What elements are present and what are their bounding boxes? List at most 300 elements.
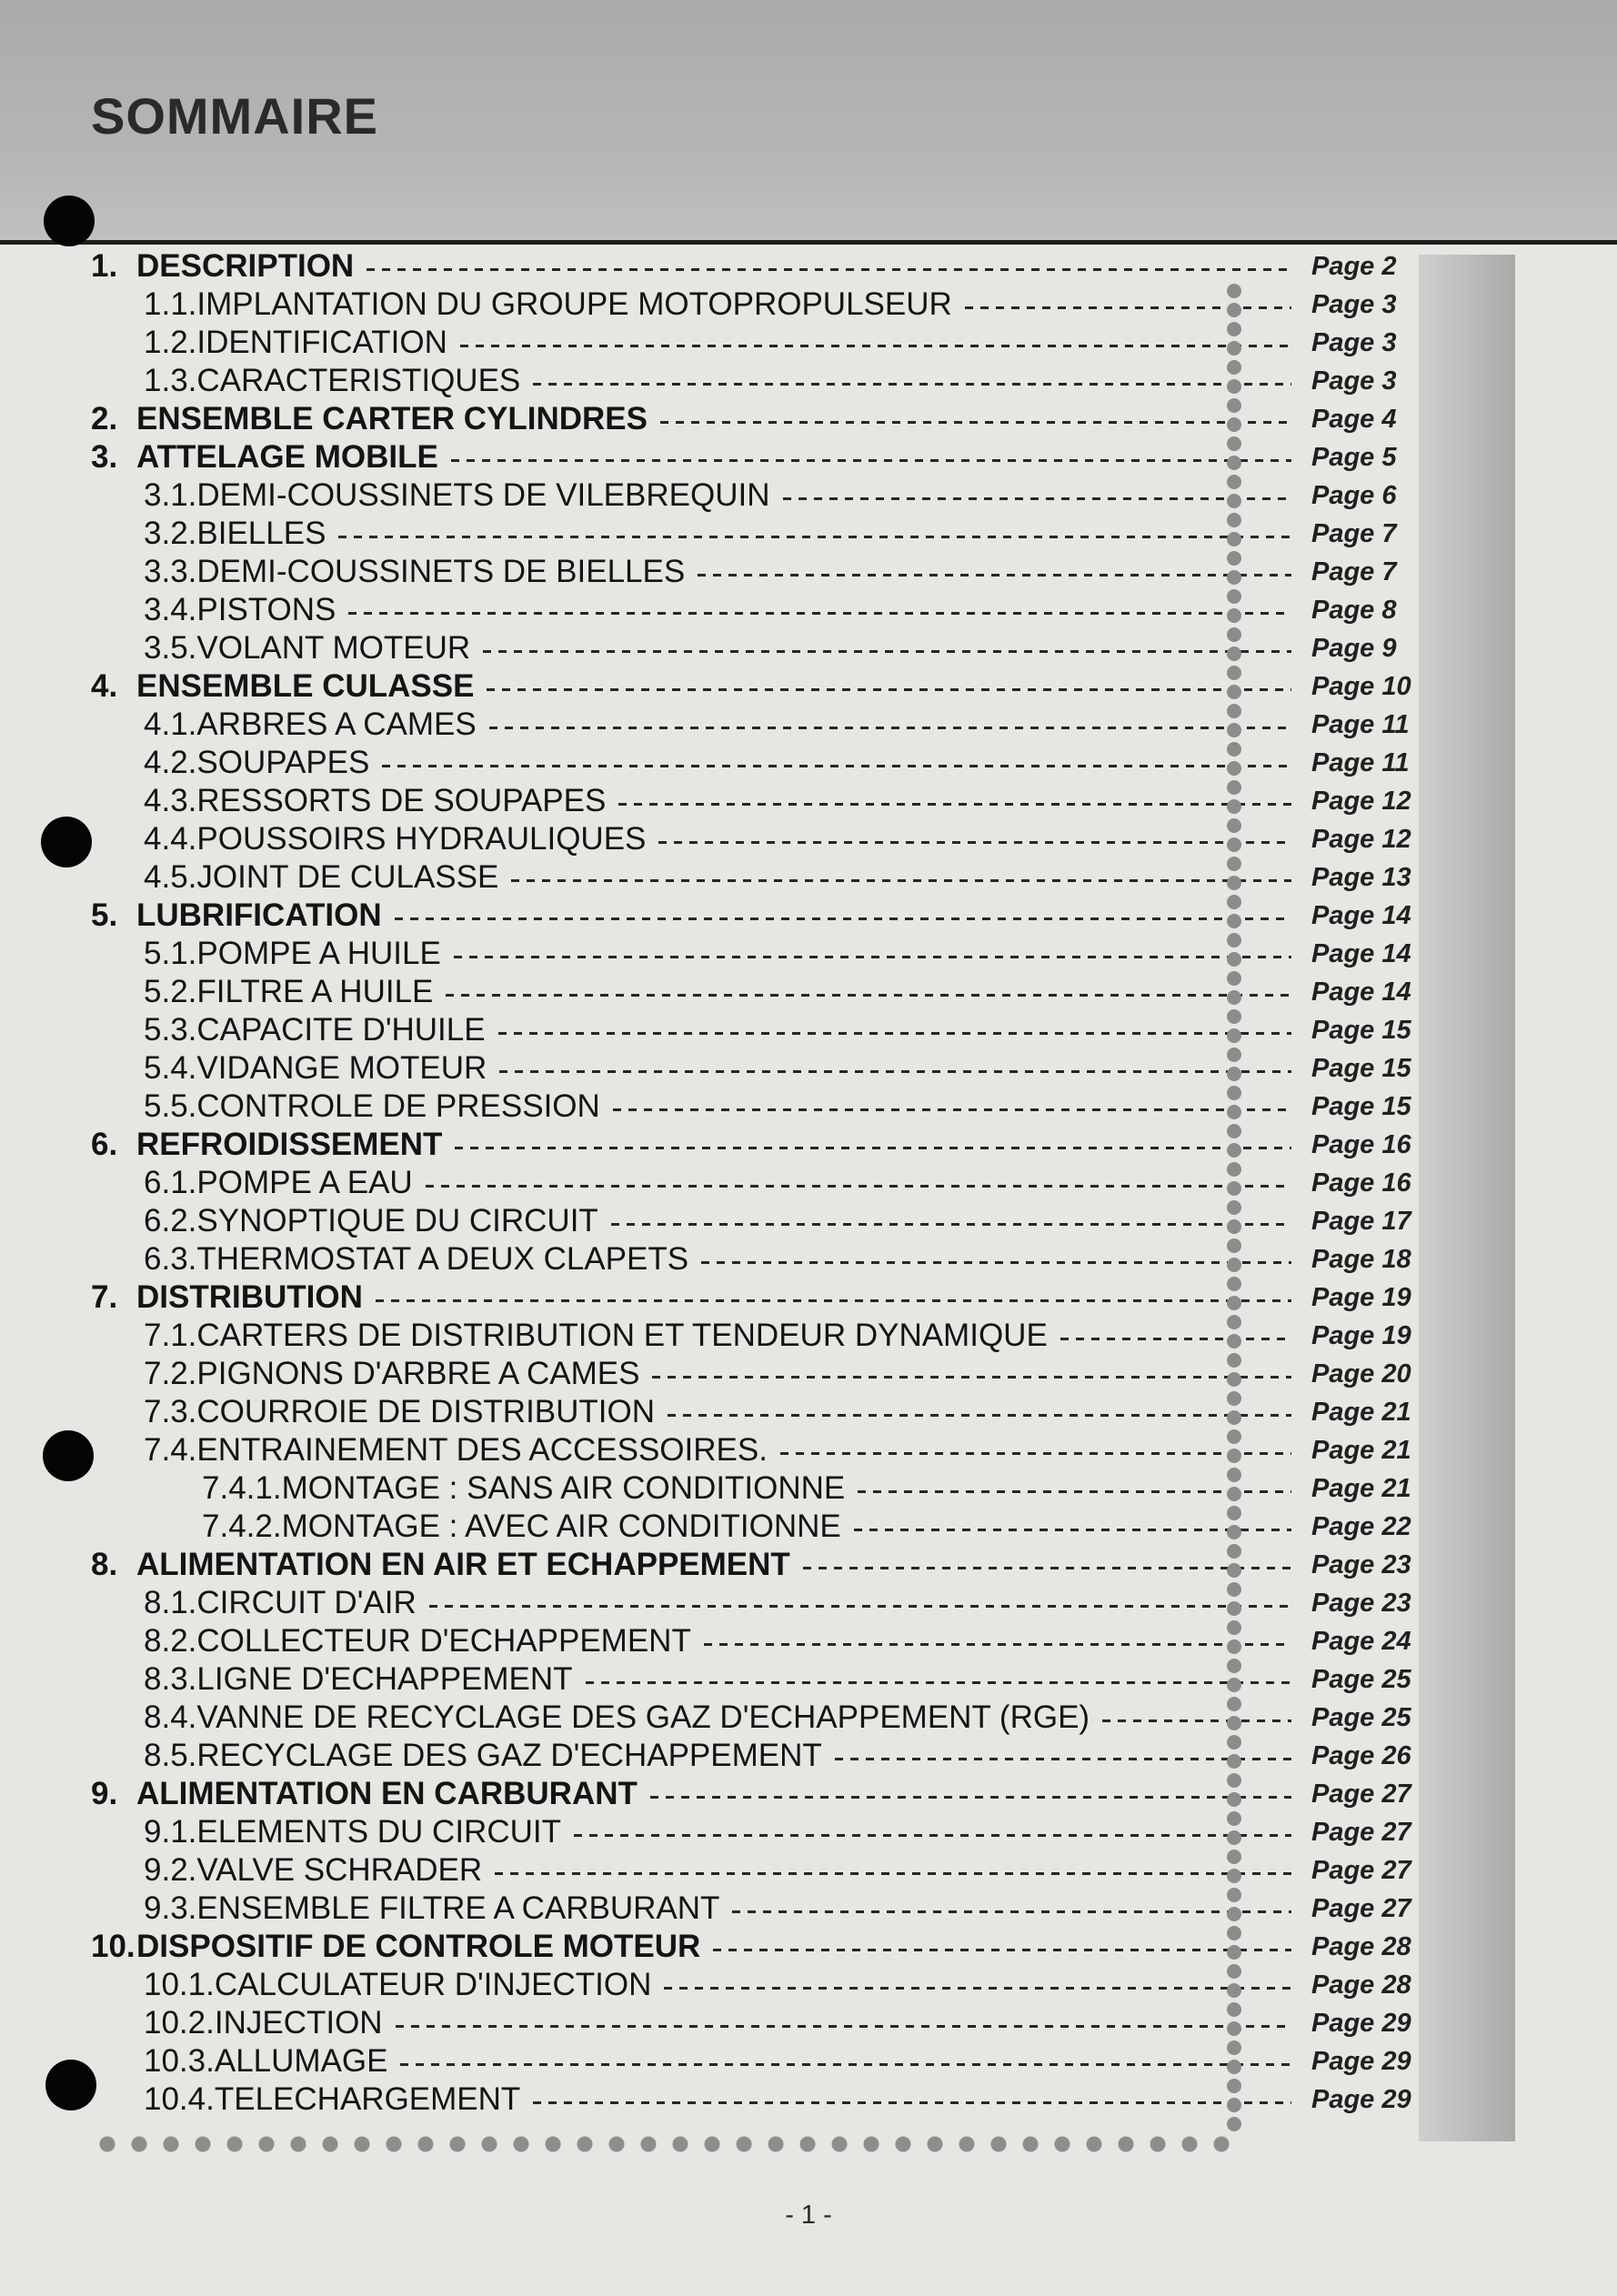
toc-entry-title: ARBRES A CAMES <box>196 707 477 742</box>
dotted-leader <box>698 574 1291 577</box>
table-of-contents <box>91 247 1419 2119</box>
toc-entry-title: ENSEMBLE CARTER CYLINDRES <box>136 401 648 436</box>
toc-entry <box>91 324 1419 362</box>
binding-dot <box>1227 322 1241 336</box>
toc-entry-page: Page 14 <box>1311 938 1411 968</box>
binding-dot <box>1227 2079 1241 2093</box>
dotted-leader <box>446 994 1291 997</box>
toc-entry-title: INJECTION <box>214 2005 383 2040</box>
binding-dot <box>1227 1372 1241 1387</box>
toc-entry-page: Page 8 <box>1311 595 1397 625</box>
toc-entry-title: VIDANGE MOTEUR <box>196 1050 487 1086</box>
binding-dot <box>1227 1200 1241 1215</box>
toc-entry-title: MONTAGE : AVEC AIR CONDITIONNE <box>281 1509 841 1544</box>
toc-entry <box>91 858 1419 897</box>
toc-entry-number: 7.1. <box>144 1318 197 1353</box>
binding-dot <box>1227 914 1241 928</box>
toc-entry-page: Page 10 <box>1311 671 1411 701</box>
dotted-leader <box>713 1949 1291 1951</box>
dotted-leader <box>396 2025 1291 2028</box>
toc-entry-title: ENSEMBLE CULASSE <box>136 668 475 704</box>
toc-entry <box>91 286 1419 324</box>
toc-entry <box>91 667 1419 706</box>
toc-entry <box>91 629 1419 667</box>
toc-entry-title: CARTERS DE DISTRIBUTION ET TENDEUR DYNAMIQUE <box>196 1318 1048 1353</box>
toc-entry-page: Page 15 <box>1311 1091 1411 1121</box>
toc-entry <box>91 1622 1419 1660</box>
toc-entry-number: 6.3. <box>144 1241 197 1277</box>
toc-entry-number: 8.1. <box>144 1585 197 1620</box>
binding-dot <box>1227 1582 1241 1597</box>
binding-dot <box>1227 837 1241 852</box>
toc-entry-title: MONTAGE : SANS AIR CONDITIONNE <box>281 1470 846 1506</box>
toc-entry-page: Page 24 <box>1311 1626 1411 1656</box>
dotted-leader <box>1102 1719 1291 1722</box>
dotted-leader <box>613 1108 1291 1111</box>
toc-entry <box>91 591 1419 629</box>
toc-entry-number: 9.3. <box>144 1890 197 1926</box>
toc-entry <box>91 1660 1419 1699</box>
toc-entry-page: Page 19 <box>1311 1320 1411 1350</box>
toc-entry-title: DESCRIPTION <box>136 248 355 284</box>
toc-entry-number: 10. <box>91 1929 136 1964</box>
toc-entry-number: 1.3. <box>144 363 197 398</box>
toc-entry-page: Page 16 <box>1311 1168 1411 1198</box>
binding-dot <box>1227 360 1241 375</box>
dotted-leader <box>780 1452 1291 1455</box>
toc-entry-page: Page 14 <box>1311 977 1411 1007</box>
toc-entry-number: 7.4.1. <box>202 1470 282 1506</box>
binding-dot <box>1227 1238 1241 1253</box>
toc-entry-title: ALLUMAGE <box>214 2043 388 2079</box>
binding-dot <box>1227 933 1241 947</box>
binding-dot <box>1227 990 1241 1005</box>
binding-dot <box>1227 761 1241 776</box>
toc-entry-title: IMPLANTATION DU GROUPE MOTOPROPULSEUR <box>196 286 952 322</box>
toc-entry-title: RESSORTS DE SOUPAPES <box>196 783 607 818</box>
toc-entry-title: CONTROLE DE PRESSION <box>196 1088 600 1124</box>
toc-entry-title: RECYCLAGE DES GAZ D'ECHAPPEMENT <box>196 1738 822 1773</box>
dotted-leader <box>499 1070 1291 1073</box>
binding-dot <box>1227 2002 1241 2017</box>
toc-entry <box>91 1317 1419 1355</box>
binding-dot <box>1227 876 1241 890</box>
toc-entry <box>91 1928 1419 1966</box>
toc-entry <box>91 438 1419 476</box>
binding-dot <box>1227 1544 1241 1559</box>
binding-dot <box>1227 456 1241 470</box>
punch-hole <box>43 1430 94 1481</box>
toc-entry <box>91 1164 1419 1202</box>
toc-entry-title: VANNE DE RECYCLAGE DES GAZ D'ECHAPPEMENT (RGE) <box>196 1699 1090 1735</box>
toc-entry-title: CALCULATEUR D'INJECTION <box>214 1967 652 2002</box>
toc-entry <box>91 935 1419 973</box>
binding-dot <box>1227 1620 1241 1635</box>
binding-dot <box>1227 704 1241 718</box>
toc-entry <box>91 1202 1419 1240</box>
binding-dot <box>1227 1353 1241 1368</box>
binding-dot <box>1227 2021 1241 2036</box>
binding-dot <box>1227 1219 1241 1234</box>
dotted-leader <box>650 1796 1291 1799</box>
dotted-leader <box>455 1147 1291 1149</box>
binding-dot <box>1227 1754 1241 1769</box>
toc-entry <box>91 362 1419 400</box>
toc-entry <box>91 973 1419 1011</box>
toc-entry-page: Page 23 <box>1311 1588 1411 1618</box>
toc-entry <box>91 706 1419 744</box>
toc-entry-number: 9. <box>91 1776 118 1811</box>
dotted-leader <box>660 421 1291 424</box>
toc-entry-number: 10.4. <box>144 2081 215 2117</box>
toc-entry <box>91 1469 1419 1508</box>
toc-entry-page: Page 3 <box>1311 366 1397 396</box>
dotted-leader <box>704 1643 1291 1646</box>
toc-entry-title: SOUPAPES <box>196 745 370 780</box>
toc-entry <box>91 1966 1419 2004</box>
toc-entry-page: Page 25 <box>1311 1702 1411 1732</box>
toc-entry-page: Page 5 <box>1311 442 1397 472</box>
toc-entry-number: 5.2. <box>144 974 197 1009</box>
binding-dot <box>1227 1429 1241 1444</box>
toc-entry-title: POMPE A EAU <box>196 1165 413 1200</box>
toc-entry <box>91 1546 1419 1584</box>
binding-dot <box>1227 1735 1241 1750</box>
toc-entry <box>91 1393 1419 1431</box>
binding-dot <box>1227 1315 1241 1329</box>
toc-entry-title: FILTRE A HUILE <box>196 974 434 1009</box>
toc-entry-title: ATTELAGE MOBILE <box>136 439 438 475</box>
toc-entry-title: COURROIE DE DISTRIBUTION <box>196 1394 656 1429</box>
binding-dot <box>1227 1926 1241 1940</box>
binding-dot <box>1227 284 1241 298</box>
toc-entry-page: Page 27 <box>1311 1817 1411 1847</box>
toc-entry-page: Page 12 <box>1311 824 1411 854</box>
toc-entry-page: Page 11 <box>1311 747 1410 777</box>
toc-entry-page: Page 3 <box>1311 289 1397 319</box>
toc-entry-page: Page 27 <box>1311 1855 1411 1885</box>
toc-entry-page: Page 18 <box>1311 1244 1411 1274</box>
dotted-leader <box>533 2101 1291 2104</box>
toc-entry-title: POUSSOIRS HYDRAULIQUES <box>196 821 647 857</box>
binding-dot <box>1227 1850 1241 1864</box>
toc-entry-title: PIGNONS D'ARBRE A CAMES <box>196 1356 640 1391</box>
toc-entry-number: 5.4. <box>144 1050 197 1086</box>
dotted-leader <box>965 306 1291 309</box>
dotted-leader <box>732 1910 1291 1913</box>
binding-dot <box>1227 1277 1241 1291</box>
toc-entry-title: CAPACITE D'HUILE <box>196 1012 486 1048</box>
toc-entry-page: Page 15 <box>1311 1053 1411 1083</box>
toc-entry-page: Page 20 <box>1311 1359 1411 1389</box>
toc-entry-page: Page 25 <box>1311 1664 1411 1694</box>
toc-entry <box>91 897 1419 935</box>
dotted-leader <box>783 497 1292 500</box>
toc-entry-number: 7.2. <box>144 1356 197 1391</box>
toc-entry-number: 4.1. <box>144 707 197 742</box>
binding-dot <box>1227 971 1241 986</box>
binding-dot <box>1227 952 1241 967</box>
toc-entry-page: Page 4 <box>1311 404 1397 434</box>
toc-entry-page: Page 29 <box>1311 2008 1411 2038</box>
dotted-leader <box>489 727 1291 729</box>
punch-hole <box>41 817 92 867</box>
toc-entry <box>91 2004 1419 2042</box>
punch-hole <box>44 196 95 246</box>
dotted-leader <box>451 459 1291 462</box>
toc-entry <box>91 247 1419 286</box>
binding-dot <box>1227 1028 1241 1043</box>
toc-entry <box>91 2042 1419 2080</box>
toc-entry-number: 8.2. <box>144 1623 197 1659</box>
toc-entry-number: 7.4. <box>144 1432 197 1468</box>
toc-entry-number: 8. <box>91 1547 118 1582</box>
toc-entry-number: 10.2. <box>144 2005 215 2040</box>
toc-entry-title: COLLECTEUR D'ECHAPPEMENT <box>196 1623 691 1659</box>
toc-entry-page: Page 26 <box>1311 1740 1411 1770</box>
toc-entry-page: Page 9 <box>1311 633 1397 663</box>
dotted-leader <box>495 1872 1291 1875</box>
toc-entry-number: 4.5. <box>144 859 197 895</box>
dotted-leader <box>511 879 1291 882</box>
toc-entry-number: 3. <box>91 439 118 475</box>
toc-entry-title: ELEMENTS DU CIRCUIT <box>196 1814 561 1850</box>
punch-hole <box>45 2060 96 2111</box>
binding-dot <box>1227 1907 1241 1921</box>
toc-entry-page: Page 6 <box>1311 480 1397 510</box>
dotted-leader <box>395 917 1291 920</box>
toc-entry <box>91 553 1419 591</box>
toc-entry-title: CIRCUIT D'AIR <box>196 1585 417 1620</box>
binding-dot <box>1227 1258 1241 1272</box>
toc-entry-page: Page 13 <box>1311 862 1411 892</box>
toc-entry <box>91 2080 1419 2119</box>
toc-entry-page: Page 21 <box>1311 1397 1411 1427</box>
toc-entry-number: 3.3. <box>144 554 197 589</box>
toc-entry-number: 1. <box>91 248 118 284</box>
binding-dot <box>1227 417 1241 432</box>
toc-entry-page: Page 19 <box>1311 1282 1411 1312</box>
dotted-leader <box>338 536 1291 538</box>
toc-entry-number: 3.1. <box>144 477 197 513</box>
toc-entry-page: Page 12 <box>1311 786 1411 816</box>
dotted-leader <box>382 765 1291 767</box>
toc-entry-title: VOLANT MOTEUR <box>196 630 471 666</box>
dotted-leader <box>574 1834 1291 1837</box>
toc-entry-page: Page 7 <box>1311 556 1397 587</box>
right-edge-shadow <box>1419 255 1515 2141</box>
toc-entry-number: 4.2. <box>144 745 197 780</box>
binding-dot <box>1227 341 1241 356</box>
toc-entry <box>91 1851 1419 1890</box>
dotted-leader <box>854 1529 1291 1531</box>
toc-entry-page: Page 27 <box>1311 1893 1411 1923</box>
dotted-leader <box>429 1605 1291 1608</box>
binding-dot <box>1227 1449 1241 1463</box>
toc-entry-number: 3.4. <box>144 592 197 627</box>
toc-entry-title: JOINT DE CULASSE <box>196 859 499 895</box>
binding-dot <box>1227 1296 1241 1310</box>
dotted-leader <box>1060 1338 1291 1340</box>
dotted-leader <box>367 268 1291 271</box>
dotted-leader <box>400 2063 1291 2066</box>
binding-dot <box>1227 1697 1241 1711</box>
toc-entry-number: 10.1. <box>144 1967 215 2002</box>
binding-dot <box>1227 1792 1241 1807</box>
binding-dot <box>1227 589 1241 604</box>
toc-entry-page: Page 3 <box>1311 327 1397 357</box>
toc-entry <box>91 1890 1419 1928</box>
binding-dot <box>1227 398 1241 413</box>
toc-entry-number: 4.4. <box>144 821 197 857</box>
binding-dot <box>1227 1162 1241 1177</box>
dotted-leader <box>701 1261 1291 1264</box>
toc-entry-page: Page 22 <box>1311 1511 1411 1541</box>
dotted-leader <box>618 803 1291 806</box>
toc-entry-title: DEMI-COUSSINETS DE VILEBREQUIN <box>196 477 770 513</box>
toc-entry-title: ALIMENTATION EN CARBURANT <box>136 1776 638 1811</box>
toc-entry-number: 3.5. <box>144 630 197 666</box>
binding-dot <box>1227 895 1241 909</box>
toc-entry-number: 1.2. <box>144 325 197 360</box>
binding-dot <box>1227 1811 1241 1826</box>
binding-dot <box>1227 647 1241 661</box>
binding-dot <box>1227 570 1241 585</box>
binding-dot <box>1227 1964 1241 1979</box>
toc-entry-title: SYNOPTIQUE DU CIRCUIT <box>196 1203 598 1238</box>
binding-dot <box>1227 1716 1241 1730</box>
toc-entry-number: 8.4. <box>144 1699 197 1735</box>
toc-entry-page: Page 21 <box>1311 1435 1411 1465</box>
binding-dot <box>1227 475 1241 489</box>
dotted-leader <box>454 956 1291 958</box>
toc-entry <box>91 1011 1419 1049</box>
binding-dot <box>1227 1830 1241 1845</box>
toc-entry-number: 1.1. <box>144 286 197 322</box>
toc-entry-title: ALIMENTATION EN AIR ET ECHAPPEMENT <box>136 1547 790 1582</box>
toc-entry-number: 6.1. <box>144 1165 197 1200</box>
toc-entry <box>91 1584 1419 1622</box>
binding-dot <box>1227 1181 1241 1196</box>
dotted-leader <box>426 1185 1291 1188</box>
dotted-leader <box>652 1376 1291 1379</box>
dotted-leader <box>498 1032 1291 1035</box>
toc-entry <box>91 1049 1419 1088</box>
binding-dot <box>1227 1525 1241 1539</box>
toc-entry-title: CARACTERISTIQUES <box>196 363 521 398</box>
toc-entry-title: TELECHARGEMENT <box>214 2081 521 2117</box>
toc-entry <box>91 744 1419 782</box>
toc-entry-title: PISTONS <box>196 592 336 627</box>
toc-entry-title: DEMI-COUSSINETS DE BIELLES <box>196 554 686 589</box>
toc-entry <box>91 782 1419 820</box>
binding-dot <box>1227 1487 1241 1501</box>
toc-entry <box>91 1508 1419 1546</box>
binding-dot <box>1227 818 1241 833</box>
toc-entry-number: 9.2. <box>144 1852 197 1888</box>
binding-dot <box>1227 1009 1241 1024</box>
toc-entry-page: Page 28 <box>1311 1970 1411 2000</box>
binding-dot <box>1227 2040 1241 2055</box>
binding-dot <box>1227 1563 1241 1578</box>
page-number: - 1 - <box>785 2201 832 2230</box>
binding-dot <box>1227 513 1241 527</box>
toc-entry-number: 6. <box>91 1127 118 1162</box>
header-rule <box>0 240 1617 245</box>
toc-entry-number: 4.3. <box>144 783 197 818</box>
binding-dot <box>1227 742 1241 757</box>
toc-entry-title: DISPOSITIF DE CONTROLE MOTEUR <box>136 1929 701 1964</box>
dotted-leader <box>487 688 1291 691</box>
toc-entry <box>91 1240 1419 1278</box>
toc-entry-page: Page 14 <box>1311 900 1411 930</box>
toc-entry <box>91 1088 1419 1126</box>
binding-dot <box>1227 2117 1241 2131</box>
toc-entry <box>91 515 1419 553</box>
toc-entry <box>91 1278 1419 1317</box>
toc-entry <box>91 1775 1419 1813</box>
dotted-leader <box>586 1681 1291 1684</box>
toc-entry-title: POMPE A HUILE <box>196 936 441 971</box>
toc-entry-title: LUBRIFICATION <box>136 897 382 933</box>
dotted-leader <box>533 383 1291 386</box>
binding-dot <box>1227 1105 1241 1119</box>
toc-entry-number: 6.2. <box>144 1203 197 1238</box>
binding-dot <box>1227 608 1241 623</box>
binding-dot <box>1227 1888 1241 1902</box>
toc-entry-page: Page 2 <box>1311 251 1397 281</box>
binding-dot <box>1227 723 1241 737</box>
toc-entry-number: 5. <box>91 897 118 933</box>
binding-dot <box>1227 1983 1241 1998</box>
toc-entry-title: THERMOSTAT A DEUX CLAPETS <box>196 1241 689 1277</box>
dotted-leader <box>376 1299 1291 1302</box>
binding-dot <box>1227 1067 1241 1081</box>
toc-entry-page: Page 11 <box>1311 709 1410 739</box>
binding-dot <box>1227 1773 1241 1788</box>
binding-dot <box>1227 1048 1241 1062</box>
binding-dot <box>1227 303 1241 317</box>
toc-entry-page: Page 23 <box>1311 1549 1411 1579</box>
toc-entry-page: Page 29 <box>1311 2084 1411 2114</box>
binding-dot <box>1227 857 1241 871</box>
binding-dot <box>1227 1124 1241 1138</box>
toc-entry <box>91 1126 1419 1164</box>
page-title: SOMMAIRE <box>91 87 378 145</box>
toc-entry <box>91 1355 1419 1393</box>
toc-entry-title: ENSEMBLE FILTRE A CARBURANT <box>196 1890 720 1926</box>
toc-entry-number: 2. <box>91 401 118 436</box>
toc-entry <box>91 1737 1419 1775</box>
binding-dot <box>1227 1506 1241 1520</box>
toc-entry <box>91 476 1419 515</box>
binding-dot <box>1227 666 1241 680</box>
dotted-leader <box>611 1223 1291 1226</box>
toc-entry-page: Page 17 <box>1311 1206 1411 1236</box>
binding-dot <box>1227 1659 1241 1673</box>
binding-dot <box>1227 1468 1241 1482</box>
toc-entry-number: 5.1. <box>144 936 197 971</box>
toc-entry-number: 9.1. <box>144 1814 197 1850</box>
dotted-leader <box>348 612 1291 615</box>
toc-entry-number: 7.3. <box>144 1394 197 1429</box>
toc-entry-title: BIELLES <box>196 516 326 551</box>
toc-entry-page: Page 27 <box>1311 1779 1411 1809</box>
binding-dot <box>1227 532 1241 546</box>
binding-dot <box>1227 2060 1241 2074</box>
toc-entry <box>91 1699 1419 1737</box>
toc-entry-page: Page 15 <box>1311 1015 1411 1045</box>
